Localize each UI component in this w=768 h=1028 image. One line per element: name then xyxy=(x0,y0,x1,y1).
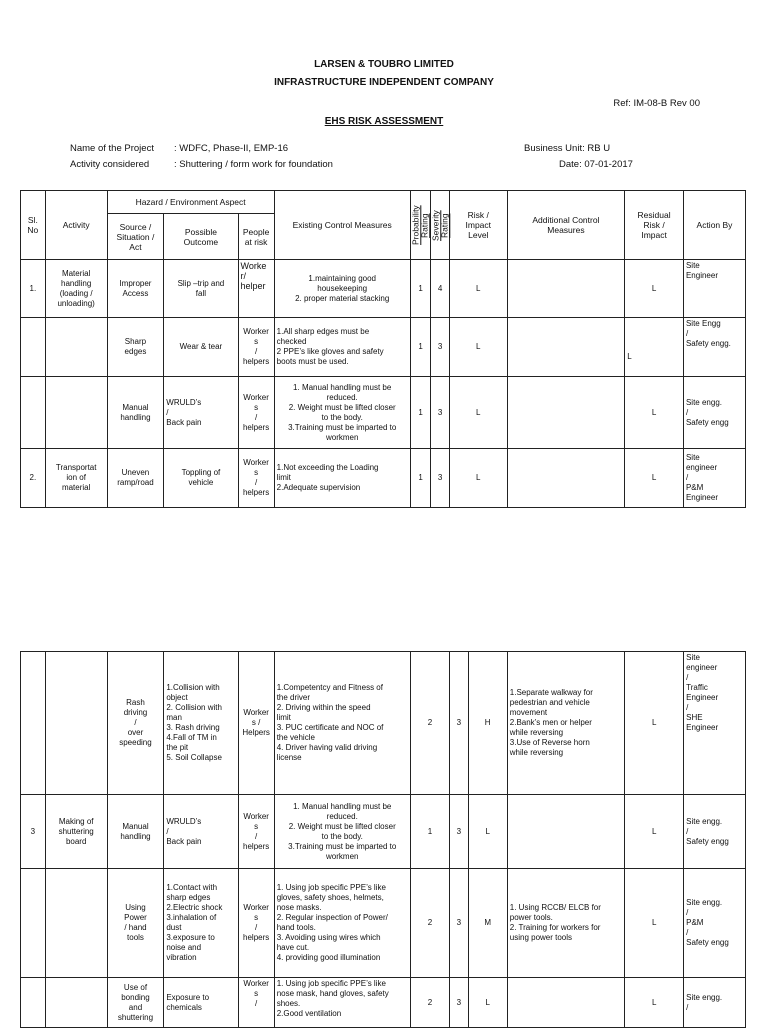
business-unit: Business Unit: RB U xyxy=(524,143,611,154)
table-row xyxy=(21,795,746,869)
cell-risk: L xyxy=(468,978,507,1028)
cell-risk: L xyxy=(449,449,507,508)
cell-risk: L xyxy=(449,377,507,449)
cell-existing: 1.Competentcy and Fitness of the driver 2. Driving within the speed limit 3. PUC certificate and NOC of the vehicle 4. Driver having valid driving license xyxy=(274,652,410,795)
cell-probability: 1 xyxy=(410,795,449,869)
reference-number: Ref: IM-08-B Rev 00 xyxy=(613,98,700,109)
cell-risk: L xyxy=(449,260,507,318)
cell-probability: 1 xyxy=(410,318,431,377)
cell-outcome: Slip –trip and fall xyxy=(164,260,238,318)
project-value: : WDFC, Phase-II, EMP-16 xyxy=(174,143,289,154)
cell-severity: 3 xyxy=(431,318,450,377)
cell-severity: 3 xyxy=(450,869,469,978)
cell-people: Worker s / xyxy=(238,978,274,1028)
cell-activity: Making of shuttering board xyxy=(45,795,107,869)
cell-severity: 4 xyxy=(431,260,450,318)
cell-additional xyxy=(507,978,625,1028)
cell-action: Site engg. / P&M / Safety engg xyxy=(684,869,746,978)
document-title: EHS RISK ASSESSMENT xyxy=(324,116,444,127)
header-risk-level: Risk / Impact Level xyxy=(449,191,507,260)
header-additional-controls: Additional Control Measures xyxy=(507,191,625,260)
cell-residual: L xyxy=(625,978,684,1028)
cell-activity: Transportat ion of material xyxy=(45,449,107,508)
cell-action: Site engg. / xyxy=(684,978,746,1028)
table-row xyxy=(21,652,746,795)
assessment-date: Date: 07-01-2017 xyxy=(559,159,633,170)
cell-additional xyxy=(507,260,625,318)
header-activity: Activity xyxy=(45,191,107,260)
cell-probability: 1 xyxy=(410,260,431,318)
cell-risk: L xyxy=(468,795,507,869)
cell-people: Worker s / Helpers xyxy=(238,652,274,795)
cell-additional xyxy=(507,449,625,508)
cell-source: Sharp edges xyxy=(107,318,164,377)
cell-probability: 2 xyxy=(410,652,449,795)
table-row xyxy=(21,978,746,1028)
table-row xyxy=(21,377,746,449)
header-action-by: Action By xyxy=(683,191,745,260)
cell-sl xyxy=(21,978,46,1028)
cell-source: Manual handling xyxy=(107,795,164,869)
cell-source: Rash driving / over speeding xyxy=(107,652,164,795)
cell-activity xyxy=(45,869,107,978)
cell-outcome: 1.Contact with sharp edges 2.Electric shock 3.inhalation of dust 3.exposure to noise and vibration xyxy=(164,869,238,978)
header-hazard-group: Hazard / Environment Aspect xyxy=(107,191,274,214)
cell-outcome: Wear & tear xyxy=(164,318,238,377)
table-row xyxy=(21,260,746,318)
table-row xyxy=(21,449,746,508)
cell-severity: 3 xyxy=(450,652,469,795)
cell-additional xyxy=(507,318,625,377)
table-row xyxy=(21,318,746,377)
cell-residual: L xyxy=(625,869,684,978)
cell-activity xyxy=(45,377,107,449)
cell-severity: 3 xyxy=(431,377,450,449)
header-severity: Severity Rating xyxy=(431,191,450,260)
header-sl-no: Sl. No xyxy=(21,191,46,260)
cell-source: Improper Access xyxy=(107,260,164,318)
cell-existing: 1.All sharp edges must be checked 2 PPE’s like gloves and safety boots must be used. xyxy=(274,318,410,377)
header-probability: Probability Rating xyxy=(410,191,431,260)
project-label: Name of the Project xyxy=(70,143,154,154)
cell-residual: L xyxy=(625,449,684,508)
cell-people: Worker s / helpers xyxy=(238,449,274,508)
cell-source: Manual handling xyxy=(107,377,164,449)
cell-people: Worker s / helpers xyxy=(238,318,274,377)
cell-action: Site engineer / P&M Engineer xyxy=(683,449,745,508)
header-existing-controls: Existing Control Measures xyxy=(274,191,410,260)
cell-sl: 3 xyxy=(21,795,46,869)
header-source: Source / Situation / Act xyxy=(107,214,164,260)
table-row xyxy=(21,869,746,978)
cell-existing: 1.Not exceeding the Loading limit 2.Adequate supervision xyxy=(274,449,410,508)
cell-existing: 1. Using job specific PPE’s like nose mask, hand gloves, safety shoes. 2.Good ventilation xyxy=(274,978,410,1028)
cell-outcome: 1.Collision with object 2. Collision with man 3. Rash driving 4.Fall of TM in the pit 5. Soil Collapse xyxy=(164,652,238,795)
cell-risk: L xyxy=(449,318,507,377)
cell-probability: 2 xyxy=(410,869,449,978)
cell-activity xyxy=(45,652,107,795)
cell-existing: 1.maintaining good housekeeping 2. proper material stacking xyxy=(274,260,410,318)
cell-additional: 1. Using RCCB/ ELCB for power tools. 2. Training for workers for using power tools xyxy=(507,869,625,978)
cell-sl xyxy=(21,652,46,795)
cell-additional: 1.Separate walkway for pedestrian and vehicle movement 2.Bank’s men or helper while reversing 3.Use of Reverse horn while reversing xyxy=(507,652,625,795)
cell-severity: 3 xyxy=(450,978,469,1028)
cell-additional xyxy=(507,377,625,449)
cell-activity xyxy=(45,318,107,377)
cell-people: Worker s / helpers xyxy=(238,869,274,978)
cell-residual: L xyxy=(625,260,684,318)
cell-action: Site Engineer xyxy=(683,260,745,318)
cell-probability: 1 xyxy=(410,449,431,508)
activity-value: : Shuttering / form work for foundation xyxy=(174,159,333,170)
cell-probability: 2 xyxy=(410,978,449,1028)
cell-outcome: Toppling of vehicle xyxy=(164,449,238,508)
cell-activity: Material handling (loading / unloading) xyxy=(45,260,107,318)
cell-severity: 3 xyxy=(450,795,469,869)
header-outcome: Possible Outcome xyxy=(164,214,238,260)
cell-residual: L xyxy=(625,377,684,449)
cell-people: Worke r/ helper xyxy=(238,260,274,318)
cell-action: Site engg. / Safety engg xyxy=(683,377,745,449)
cell-people: Worker s / helpers xyxy=(238,377,274,449)
cell-activity xyxy=(45,978,107,1028)
cell-risk: H xyxy=(468,652,507,795)
cell-action: Site engg. / Safety engg xyxy=(684,795,746,869)
cell-sl xyxy=(21,377,46,449)
cell-source: Use of bonding and shuttering xyxy=(107,978,164,1028)
cell-existing: 1. Using job specific PPE’s like gloves, safety shoes, helmets, nose masks. 2. Regular inspection of Power/ hand tools. 3. Avoiding using wires which have cut. 4. providing good illumination xyxy=(274,869,410,978)
cell-outcome: WRULD’s / Back pain xyxy=(164,795,238,869)
cell-sl: 1. xyxy=(21,260,46,318)
activity-label: Activity considered xyxy=(70,159,150,170)
cell-sl xyxy=(21,318,46,377)
cell-outcome: WRULD’s / Back pain xyxy=(164,377,238,449)
cell-severity: 3 xyxy=(431,449,450,508)
company-name: LARSEN & TOUBRO LIMITED xyxy=(314,59,454,70)
cell-residual: L xyxy=(625,652,684,795)
risk-table-top xyxy=(20,190,746,508)
cell-outcome: Exposure to chemicals xyxy=(164,978,238,1028)
header-people: People at risk xyxy=(238,214,274,260)
cell-existing: 1. Manual handling must be reduced. 2. Weight must be lifted closer to the body. 3.Training must be imparted to workmen xyxy=(274,377,410,449)
cell-existing: 1. Manual handling must be reduced. 2. Weight must be lifted closer to the body. 3.Training must be imparted to workmen xyxy=(274,795,410,869)
cell-source: Using Power / hand tools xyxy=(107,869,164,978)
header-residual-risk: Residual Risk / Impact xyxy=(625,191,684,260)
cell-sl xyxy=(21,869,46,978)
cell-action: Site Engg / Safety engg. xyxy=(683,318,745,377)
risk-table-continued xyxy=(20,651,746,1028)
cell-probability: 1 xyxy=(410,377,431,449)
cell-residual: L xyxy=(625,795,684,869)
company-division: INFRASTRUCTURE INDEPENDENT COMPANY xyxy=(274,77,494,88)
cell-sl: 2. xyxy=(21,449,46,508)
cell-source: Uneven ramp/road xyxy=(107,449,164,508)
cell-action: Site engineer / Traffic Engineer / SHE Engineer xyxy=(684,652,746,795)
cell-residual: L xyxy=(625,318,684,377)
cell-people: Worker s / helpers xyxy=(238,795,274,869)
cell-risk: M xyxy=(468,869,507,978)
cell-additional xyxy=(507,795,625,869)
